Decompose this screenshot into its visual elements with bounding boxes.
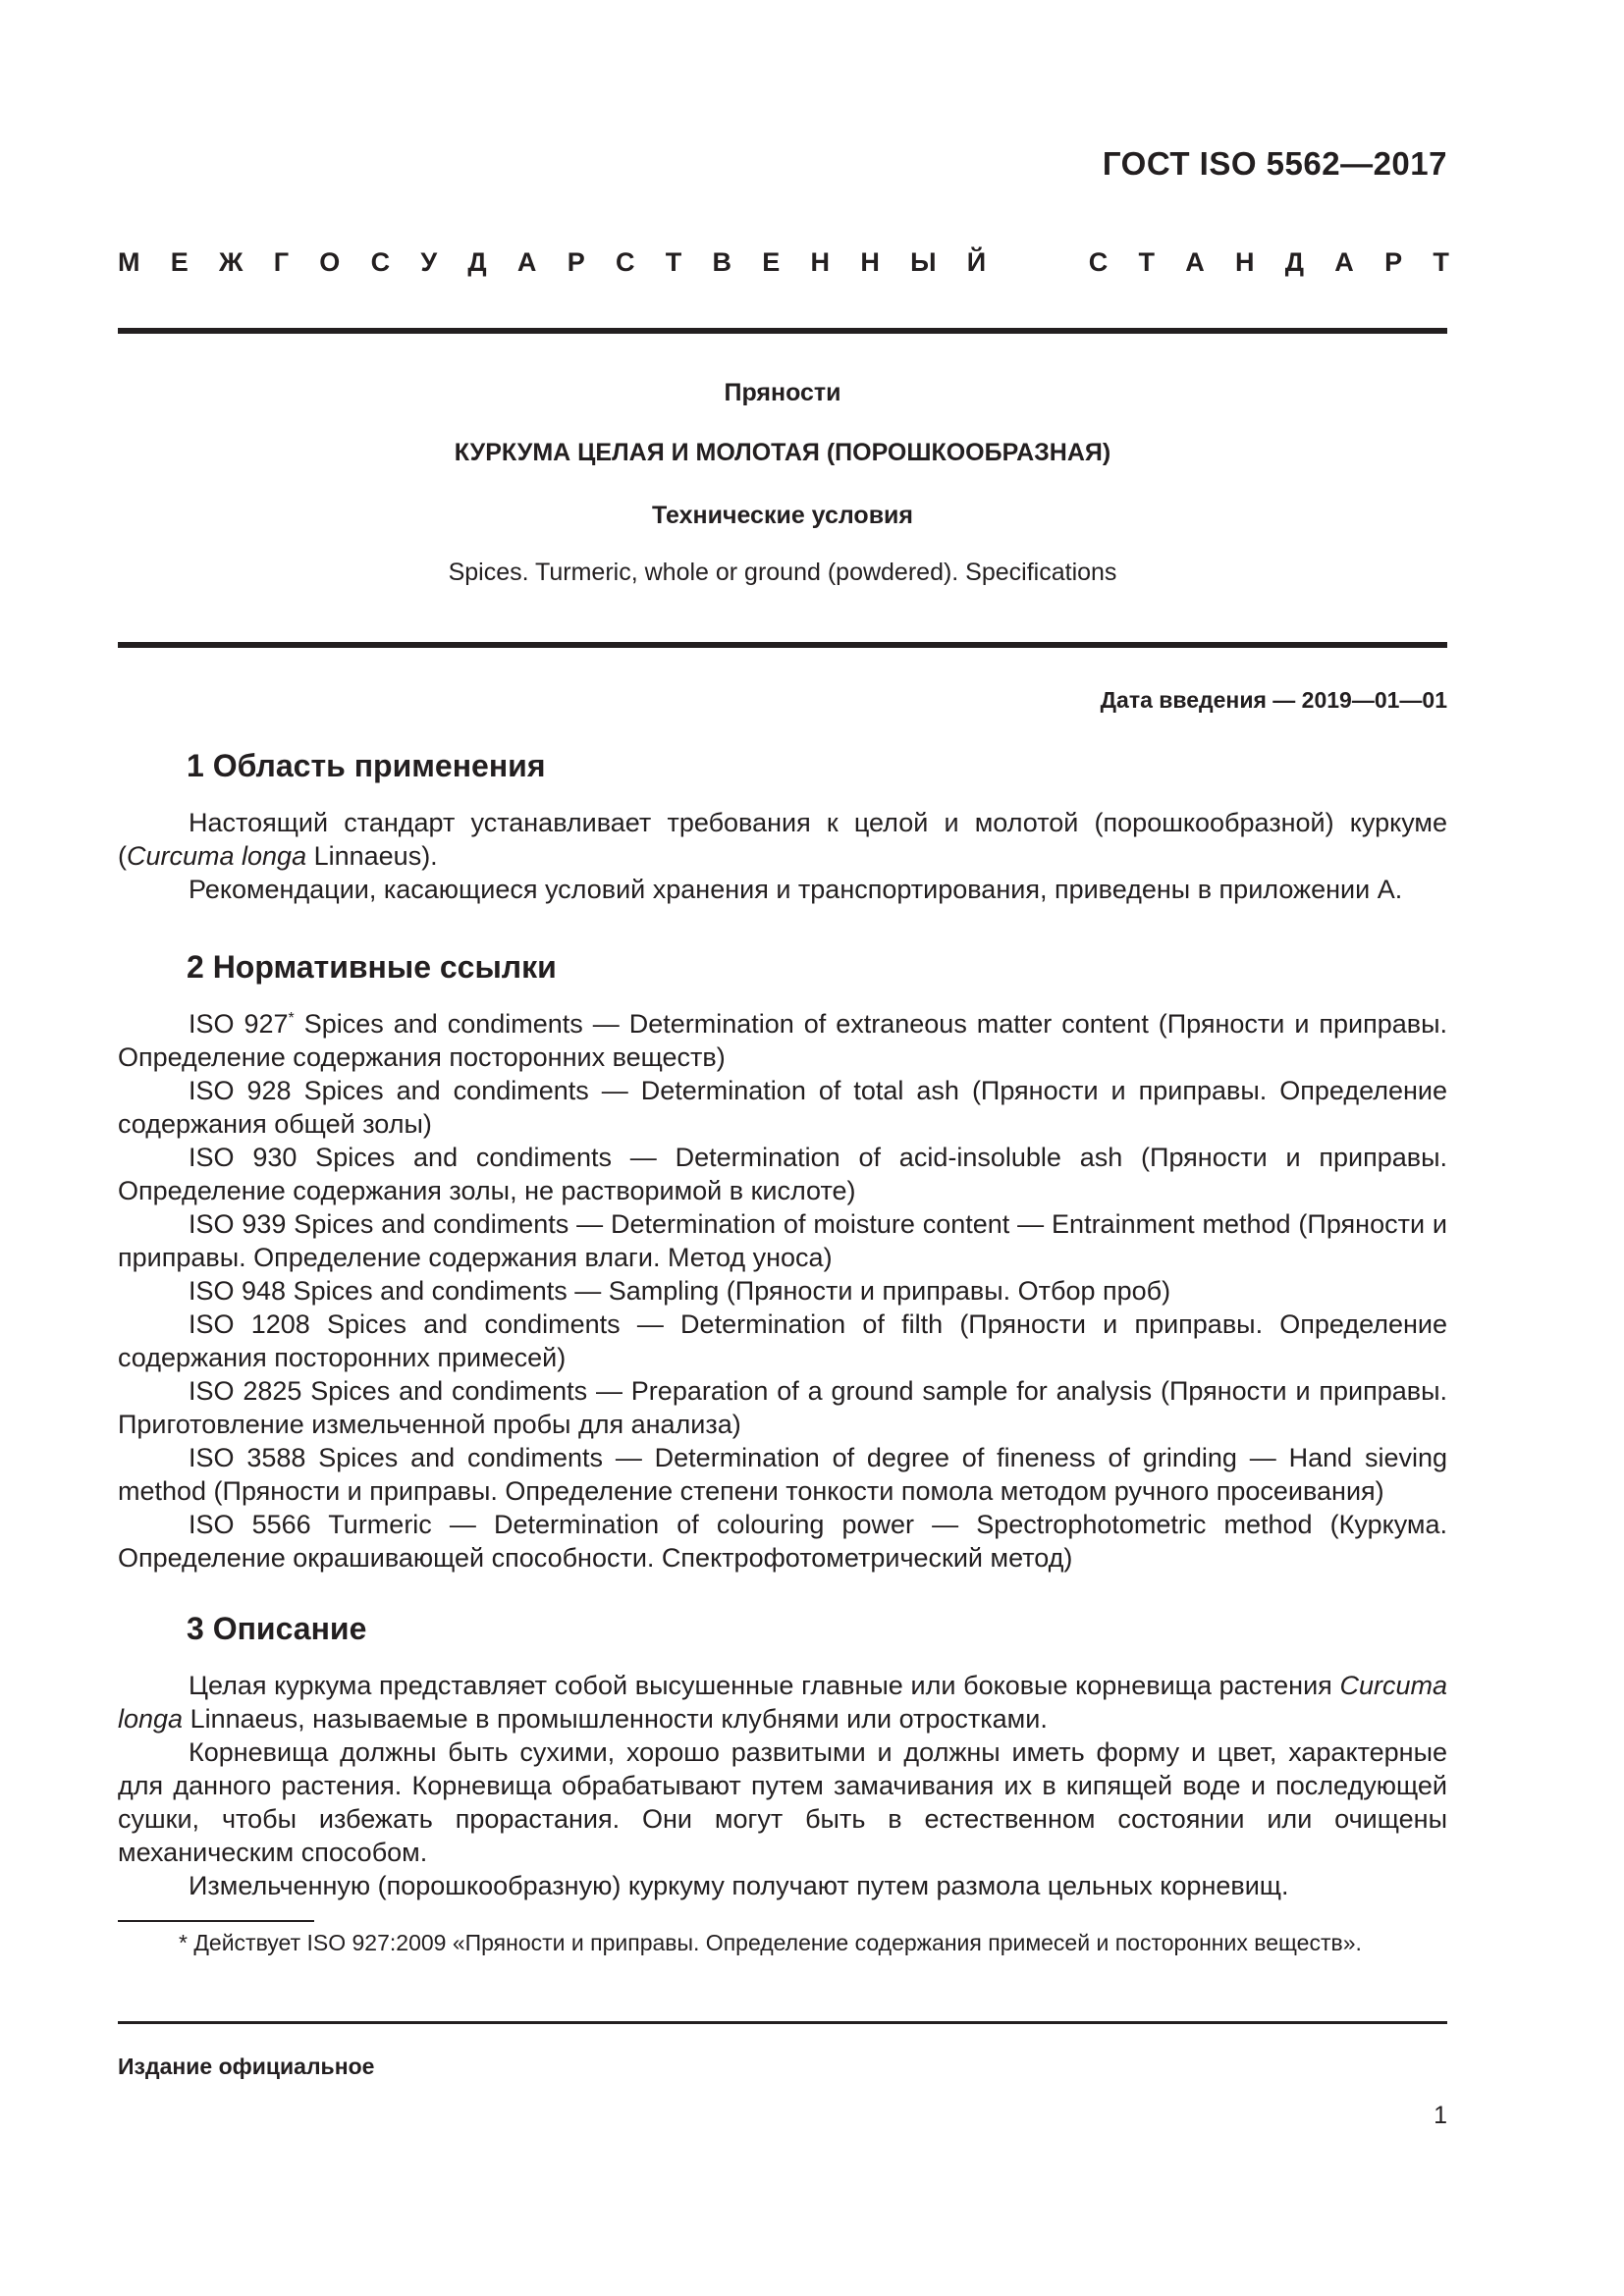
document-number: ГОСТ ISO 5562—2017	[1102, 145, 1447, 182]
letter: С	[370, 247, 391, 277]
reference-item	[118, 1007, 1447, 1074]
letter: Д	[467, 247, 487, 277]
reference-item: ISO 939 Spices and condiments — Determination of moisture content — Entrainment method (Пряности и приправы. Определение содержания влаги. Метод уноса)	[118, 1209, 1447, 1272]
standard-type-heading	[118, 247, 1449, 278]
section-1-heading: 1 Область применения	[187, 748, 546, 783]
letter: Н	[1235, 247, 1255, 277]
word-gap	[1016, 247, 1057, 278]
section-1-body	[118, 806, 1447, 906]
text: Linnaeus).	[306, 841, 438, 871]
letter: Н	[860, 247, 880, 277]
section-2-heading: 2 Нормативные ссылки	[187, 949, 557, 985]
letter: Т	[665, 247, 682, 277]
text: Целая куркума представляет собой высушенные главные или боковые корневища растения	[189, 1671, 1340, 1700]
footnote	[118, 1928, 1447, 1957]
title-divider	[118, 642, 1447, 648]
letter: У	[420, 247, 438, 277]
reference-item: ISO 948 Spices and condiments — Sampling (Пряности и приправы. Отбор проб)	[189, 1276, 1171, 1306]
header-divider	[118, 328, 1447, 334]
paragraph	[118, 1669, 1447, 1735]
letter: М	[118, 247, 140, 277]
footnote-text: * Действует ISO 927:2009 «Пряности и приправы. Определение содержания примесей и посторонних веществ».	[179, 1930, 1362, 1955]
letter: А	[1334, 247, 1354, 277]
letter: Н	[810, 247, 831, 277]
section-2-references	[118, 1007, 1447, 1575]
letter: О	[319, 247, 341, 277]
text: Настоящий стандарт устанавливает требования к целой и молотой (порошкообразной) куркуме (	[118, 808, 1447, 871]
footer-divider	[118, 2021, 1447, 2024]
letter: Д	[1284, 247, 1305, 277]
letter: Ж	[219, 247, 244, 277]
page-number: 1	[1434, 2102, 1447, 2129]
text: Linnaeus, называемые в промышленности клубнями или отростками.	[183, 1704, 1048, 1734]
letter: Е	[762, 247, 781, 277]
latin-name: Curcuma longa	[118, 1671, 1447, 1734]
letter: С	[615, 247, 635, 277]
ref-text: Spices and condiments — Determination of extraneous matter content (Пряности и приправы. Определение содержания посторонних веществ)	[118, 1009, 1448, 1072]
letter: С	[1088, 247, 1109, 277]
title-group: Пряности	[724, 379, 841, 406]
footnote-mark: *	[288, 1010, 295, 1027]
section-3-body	[118, 1669, 1447, 1902]
paragraph: Измельченную (порошкообразную) куркуму получают путем размола цельных корневищ.	[189, 1871, 1289, 1900]
letter: Ы	[910, 247, 937, 277]
reference-item: ISO 3588 Spices and condiments — Determination of degree of fineness of grinding — Hand sieving method (Пряности и приправы. Определение степени тонкости помола методом ручного просеивания)	[118, 1443, 1447, 1506]
title-english: Spices. Turmeric, whole or ground (powdered). Specifications	[448, 559, 1117, 586]
section-3-heading: 3 Описание	[187, 1611, 367, 1646]
title-subtitle: Технические условия	[651, 502, 914, 529]
reference-item: ISO 2825 Spices and condiments — Preparation of a ground sample for analysis (Пряности и приправы. Приготовление измельченной пробы для анализа)	[118, 1376, 1447, 1439]
letter: Т	[1433, 247, 1449, 277]
paragraph: Рекомендации, касающиеся условий хранения и транспортирования, приведены в приложении А.	[189, 875, 1403, 904]
letter: Е	[170, 247, 189, 277]
paragraph: Корневища должны быть сухими, хорошо развитыми и должны иметь форму и цвет, характерные для данного растения. Корневища обрабатывают путем замачивания их в кипящей воде и последующей сушки, чтобы избежать прорастания. Они могут быть в естественном состоянии или очищены механическим способом.	[118, 1737, 1447, 1867]
ref-code: ISO 927	[189, 1009, 289, 1039]
letter: А	[1185, 247, 1205, 277]
latin-name: Curcuma longa	[127, 841, 307, 871]
paragraph	[118, 806, 1447, 873]
letter: Р	[567, 247, 585, 277]
letter: Й	[966, 247, 987, 277]
letter: А	[516, 247, 537, 277]
letter: Г	[273, 247, 290, 277]
footnote-divider	[118, 1920, 314, 1922]
letter: В	[712, 247, 731, 277]
intro-date: Дата введения — 2019—01—01	[1100, 687, 1447, 713]
letter: Р	[1384, 247, 1403, 277]
reference-item: ISO 930 Spices and condiments — Determination of acid-insoluble ash (Пряности и приправы. Определение содержания золы, не растворимой в кислоте)	[118, 1143, 1447, 1205]
reference-item: ISO 1208 Spices and condiments — Determination of filth (Пряности и приправы. Определение содержания посторонних примесей)	[118, 1309, 1447, 1372]
letter: Т	[1138, 247, 1155, 277]
official-edition-label: Издание официальное	[118, 2054, 375, 2079]
reference-item: ISO 5566 Turmeric — Determination of colouring power — Spectrophotometric method (Куркума. Определение окрашивающей способности. Спектрофотометрический метод)	[118, 1510, 1447, 1573]
title-main: КУРКУМА ЦЕЛАЯ И МОЛОТАЯ (ПОРОШКООБРАЗНАЯ)	[454, 439, 1111, 466]
reference-item: ISO 928 Spices and condiments — Determination of total ash (Пряности и приправы. Определение содержания общей золы)	[118, 1076, 1447, 1139]
